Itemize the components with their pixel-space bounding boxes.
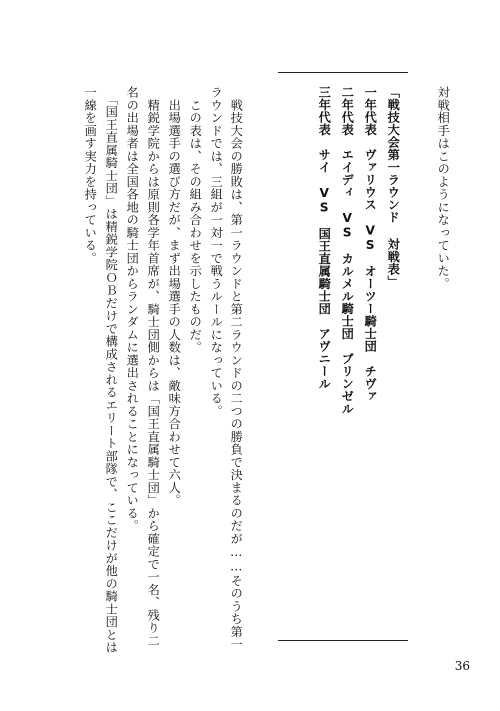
table-row-second-year: 二年代表 エイディ VS カルメル騎士団 ブリンゼル (340, 86, 355, 415)
table-row-first-year: 一年代表 ヴァリウス VS オーツー騎士団 チヴァ (363, 86, 378, 403)
body-line-3: この表は、その組み合わせを示したものだ。 (188, 86, 203, 354)
body-line-6: 名の出場者は全国各地の騎士団からランダムに選出されることになっている。 (125, 86, 140, 533)
table-row-third-year: 三年代表 サイ VS 国王直属騎士団 アヴニール (317, 86, 332, 390)
body-line-5: 精鋭学院からは原則各学年首席が、騎士団側からは「国王直属騎士団」から確定で一名、残り二 (146, 86, 161, 647)
body-line-4: 出場選手の選び方だが、まず出場選手の人数は、敵味方合わせて六人。 (167, 86, 182, 507)
table-title: 「戦技大会第一ラウンド 対戦表」 (386, 86, 401, 288)
body-line-1: 戦技大会の勝敗は、第一ラウンドと第二ラウンドの二つの勝負で決まるのだが……そのうち第一 (229, 86, 244, 651)
page-number: 36 (454, 659, 470, 673)
body-line-7: 「国王直属騎士団」は精鋭学院ＯＢだけで構成されるエリート部隊で、ここだけが他の騎士団とは (104, 86, 119, 654)
body-line-8: 一線を画す実力を持っている。 (83, 86, 98, 265)
table-bottom-rule (278, 640, 408, 641)
intro-line: 対戦相手はこのようになっていた。 (436, 86, 451, 290)
body-line-2: ラウンドでは、三組が一対一で戦うルールになっている。 (209, 86, 224, 418)
table-top-rule (278, 72, 408, 73)
